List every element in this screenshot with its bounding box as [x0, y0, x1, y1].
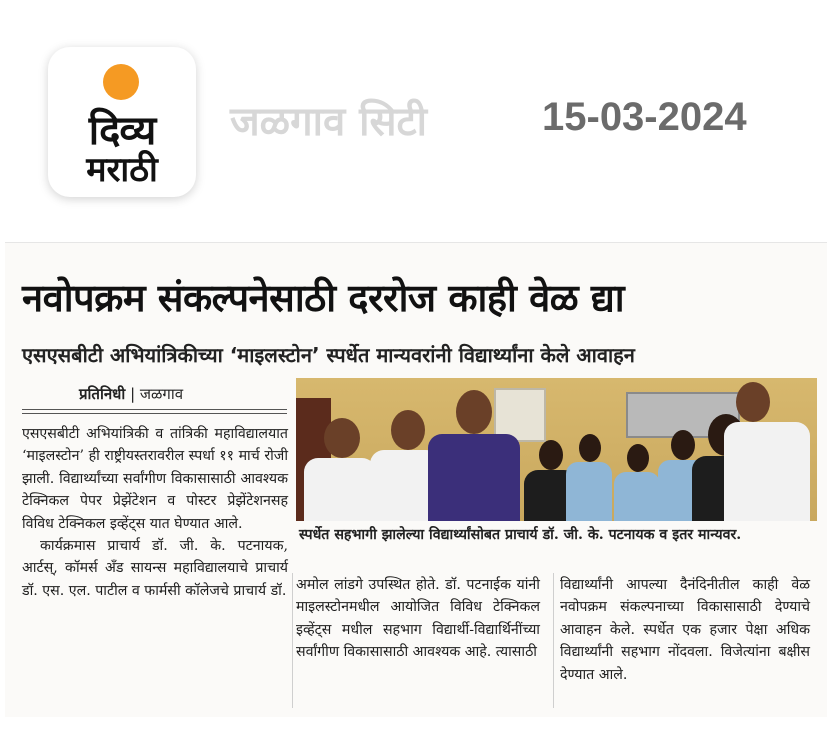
byline-label: प्रतिनिधी	[79, 385, 126, 403]
byline-place: जळगाव	[139, 385, 184, 403]
article-column-2: अमोल लांडगे उपस्थित होते. डॉ. पटनाईक यांनी माइलस्टोनमधील आयोजित विविध टेक्निकल इव्हेंट्स मधील सहभाग विद्यार्थी-विद्यार्थिनींच्या सर्वांगीण विकासासाठी आवश्यक आहे. त्यासाठी	[296, 577, 540, 661]
edition-label: जळगाव सिटी	[230, 99, 428, 145]
logo-text-line2: मराठी	[86, 150, 158, 190]
column-divider	[292, 573, 293, 708]
article-column-3: विद्यार्थ्यांनी आपल्या दैनंदिनीतील काही वेळ नवोपक्रम संकल्पनाच्या विकासासाठी देण्याचे आवाहन केले. स्पर्धेत एक हजार पेक्षा अधिक विद्यार्थ्यांनी सहभाग नोंदवला. विजेत्यांना बक्षीस देण्यात आले.	[560, 577, 810, 683]
article-subheadline: एसएसबीटी अभियांत्रिकीच्या ‘माइलस्टोन’ स्पर्धेत मान्यवरांनी विद्यार्थ्यांना केले आवाहन	[22, 343, 635, 367]
byline	[79, 384, 183, 404]
publication-date: 15-03-2024	[542, 95, 747, 139]
article-column-1	[22, 423, 288, 602]
sun-icon	[103, 64, 139, 100]
byline-rule-double	[22, 413, 287, 414]
column-1-paragraph-2: कार्यक्रमास प्राचार्य डॉ. जी. के. पटनायक, आर्टस्, कॉमर्स अँड सायन्स महाविद्यालयाचे प्राचार्य डॉ. एस. एल. पाटील व फार्मसी कॉलेजचे प्राचार्य डॉ.	[22, 538, 288, 599]
newspaper-clipping	[5, 242, 827, 717]
event-photo	[296, 378, 817, 521]
byline-rule	[22, 409, 287, 410]
column-divider	[553, 573, 554, 708]
column-1-paragraph-1: एसएसबीटी अभियांत्रिकी व तांत्रिकी महाविद्यालयात ‘माइलस्टोन’ ही राष्ट्रीयस्तरावरील स्पर्धा ११ मार्च रोजी झाली. विद्यार्थ्यांच्या सर्वांगीण विकासासाठी आवश्यक टेक्निकल पेपर प्रेझेंटेशन व पोस्टर प्रेझेंटेशनसह विविध टेक्निकल इव्हेंट्स यात घेण्यात आले.	[22, 426, 288, 532]
byline-separator: |	[130, 385, 140, 403]
article-headline: नवोपक्रम संकल्पनेसाठी दररोज काही वेळ द्या	[22, 276, 625, 320]
logo-text-line1: दिव्य	[88, 108, 156, 154]
photo-caption: स्पर्धेत सहभागी झालेल्या विद्यार्थ्यांसोबत प्राचार्य डॉ. जी. के. पटनायक व इतर मान्यवर.	[299, 527, 742, 543]
divya-marathi-logo	[48, 47, 196, 197]
